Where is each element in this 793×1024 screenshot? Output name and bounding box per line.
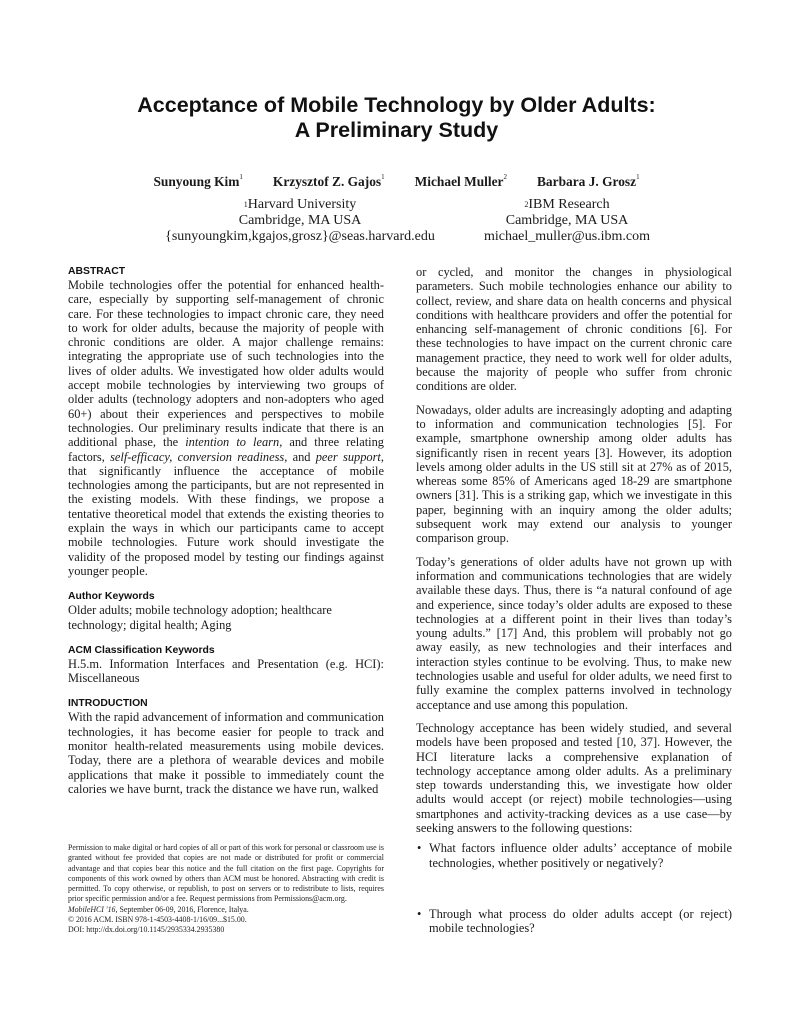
affiliation-org-name: Harvard University — [247, 197, 357, 212]
author-name: Sunyoung Kim — [153, 174, 240, 189]
left-column — [68, 265, 384, 808]
doi-line: DOI: http://dx.doi.org/10.1145/2935334.2935380 — [68, 925, 225, 935]
affiliation-number: 1 — [243, 200, 248, 209]
intro-paragraph-3: Today’s generations of older adults have not grown up with information and communications technologies that are widely available these days. Thus, there is “a natural confound of age and experience, since today’s older adults are exposed to these technologies at a different point in their lives than today’s young adults.” [17] And, this problem will probably not go away easily, as new technologies and their interfaces and interaction styles continue to be evolving. Thus, to make new technologies usable and useful for older adults, we need first to fully examine the complex patterns involved in technology acceptance and use among this population. — [416, 554, 732, 712]
affiliation-email: michael_muller@us.ibm.com — [483, 229, 651, 244]
intro-paragraph-4: Technology acceptance has been widely studied, and several models have been proposed and tested [10, 37]. However, the HCI literature lacks a comprehensive explanation of technology acceptance among older adults. As a preliminary step towards understanding this, we investigate how older adults would accept (or reject) mobile technologies—using smartphones and activity-tracking devices as a use case—by seeking answers to the following questions: — [416, 720, 732, 835]
abstract-text-part: , that significantly influence the acceptance of mobile technologies among the participants, but are not represented in the existing models. With these findings, we propose a tentative theoretical model that extends the existing theories to explain the ways in which our participants came to accept mobile technologies. Future work should investigate the validity of the proposed model by testing our findings against younger people. — [68, 449, 384, 578]
abstract-emphasis: self-efficacy, conversion readiness — [110, 449, 285, 464]
affiliation-email: {sunyoungkim,kgajos,grosz}@seas.harvard.edu — [165, 229, 435, 244]
author-list — [0, 174, 793, 190]
intro-paragraph-2: Nowadays, older adults are increasingly adopting and adapting to information and communication technologies [5]. For example, smartphone ownership among older adults has significantly risen in recent years [3]. However, its adoption levels among older adults in the US still sit at 27% as of 2015, whereas some 85% of Americans aged 18-29 are smartphone owners [31]. This is a striking gap, which we investigate in this paper, beginning with an inquiry among the older adults; subsequent work may extend our analysis to younger comparison group. — [416, 402, 732, 546]
abstract-text-part: , and — [284, 449, 316, 464]
affiliation-marker: 1 — [636, 173, 640, 181]
abstract-section — [68, 265, 384, 578]
acm-keywords-section — [68, 644, 384, 686]
author-keywords-section — [68, 590, 384, 632]
copyright-line: © 2016 ACM. ISBN 978-1-4503-4408-1/16/09...$15.00. — [68, 915, 247, 925]
acm-keywords-text: H.5.m. Information Interfaces and Presentation (e.g. HCI): Miscellaneous — [68, 656, 384, 686]
abstract-emphasis: intention to learn — [185, 435, 280, 450]
affiliation-org-name: IBM Research — [528, 197, 610, 212]
affiliation-location: Cambridge, MA USA — [505, 213, 629, 228]
research-questions-list — [416, 841, 732, 935]
author — [273, 174, 385, 190]
affiliation-org — [462, 197, 672, 213]
abstract-heading: ABSTRACT — [68, 266, 126, 277]
affiliation-number: 2 — [524, 200, 529, 209]
affiliation-marker: 1 — [239, 173, 243, 181]
author — [415, 174, 507, 190]
abstract-text-part: , and three relating factors, — [68, 435, 384, 464]
author — [537, 174, 640, 190]
author-keywords-text: Older adults; mobile technology adoption; healthcare technology; digital health; Aging — [68, 603, 332, 632]
affiliation-harvard — [140, 197, 460, 245]
affiliation-marker: 1 — [381, 173, 385, 181]
author-keywords-heading: Author Keywords — [68, 591, 155, 603]
venue-details: , September 06-09, 2016, Florence, Italya. — [115, 904, 249, 914]
author-name: Michael Muller — [414, 174, 504, 189]
venue-name: MobileHCI '16 — [68, 904, 116, 914]
author — [153, 174, 242, 190]
paper-title — [0, 93, 793, 143]
intro-paragraph-1: With the rapid advancement of information and communication technologies, it has become easier for people to track and monitor health-related measurements using mobile devices. Today, there are a plethora of wearable devices and mobile applications that make it possible to immediately count the calories we have burnt, track the distance we have run, walked — [68, 710, 384, 796]
title-line-2: A Preliminary Study — [294, 118, 499, 142]
copyright-footnote — [68, 843, 384, 936]
permission-text: Permission to make digital or hard copies of all or part of this work for personal or classroom use is granted without fee provided that copies are not made or distributed for profit or commercial advantage and that copies bear this notice and the full citation on the first page. Copyrights for components of this work owned by others than ACM must be honored. Abstracting with credit is permitted. To copy otherwise, or republish, to post on servers or to redistribute to lists, requires prior specific permission and/or a fee. Request permissions from Permissions@acm.org. — [68, 843, 384, 904]
author-name: Krzysztof Z. Gajos — [272, 174, 382, 189]
affiliation-org — [140, 197, 460, 213]
introduction-heading: INTRODUCTION — [68, 698, 148, 710]
introduction-section — [68, 697, 384, 796]
abstract-emphasis: peer support — [315, 449, 381, 464]
title-line-1: Acceptance of Mobile Technology by Older Adults: — [137, 93, 656, 117]
intro-paragraph-1-continued: or cycled, and monitor the changes in physiological parameters. Such mobile technologies enhance our ability to collect, review, and share data on health concerns and physical conditions with healthcare providers and offer the potential for enhancing self-management of chronic conditions [6]. For these technologies to have impact on the current chronic care management practice, they need to work well for older adults, because the majority of people who suffer from chronic conditions are older. — [416, 265, 732, 394]
abstract-text — [68, 278, 384, 578]
right-column — [416, 265, 732, 935]
author-name: Barbara J. Grosz — [537, 174, 637, 189]
research-question: • What factors influence older adults’ acceptance of mobile technologies, whether positively or negatively? — [416, 841, 732, 870]
venue-line — [68, 905, 384, 915]
acm-keywords-heading: ACM Classification Keywords — [68, 644, 215, 656]
affiliation-location: Cambridge, MA USA — [238, 213, 362, 228]
abstract-text-part: Mobile technologies offer the potential for enhanced health-care, especially by supporting self-management of chronic care. For these technologies to impact chronic care, they need to work for older adults, because the majority of people with chronic conditions are older. A major challenge remains: integrating the appropriate use of such technologies into the lives of older adults. We investigated how older adults would accept mobile technologies by interviewing two groups of older adults (technology adopters and non-adopters who aged 60+) about their experiences and perspectives to mobile technologies. Our preliminary results indicate that there is an additional phase, the — [68, 278, 384, 450]
research-question: • Through what process do older adults accept (or reject) mobile technologies? — [416, 907, 732, 936]
affiliation-ibm — [462, 197, 672, 245]
affiliation-marker: 2 — [503, 173, 507, 181]
